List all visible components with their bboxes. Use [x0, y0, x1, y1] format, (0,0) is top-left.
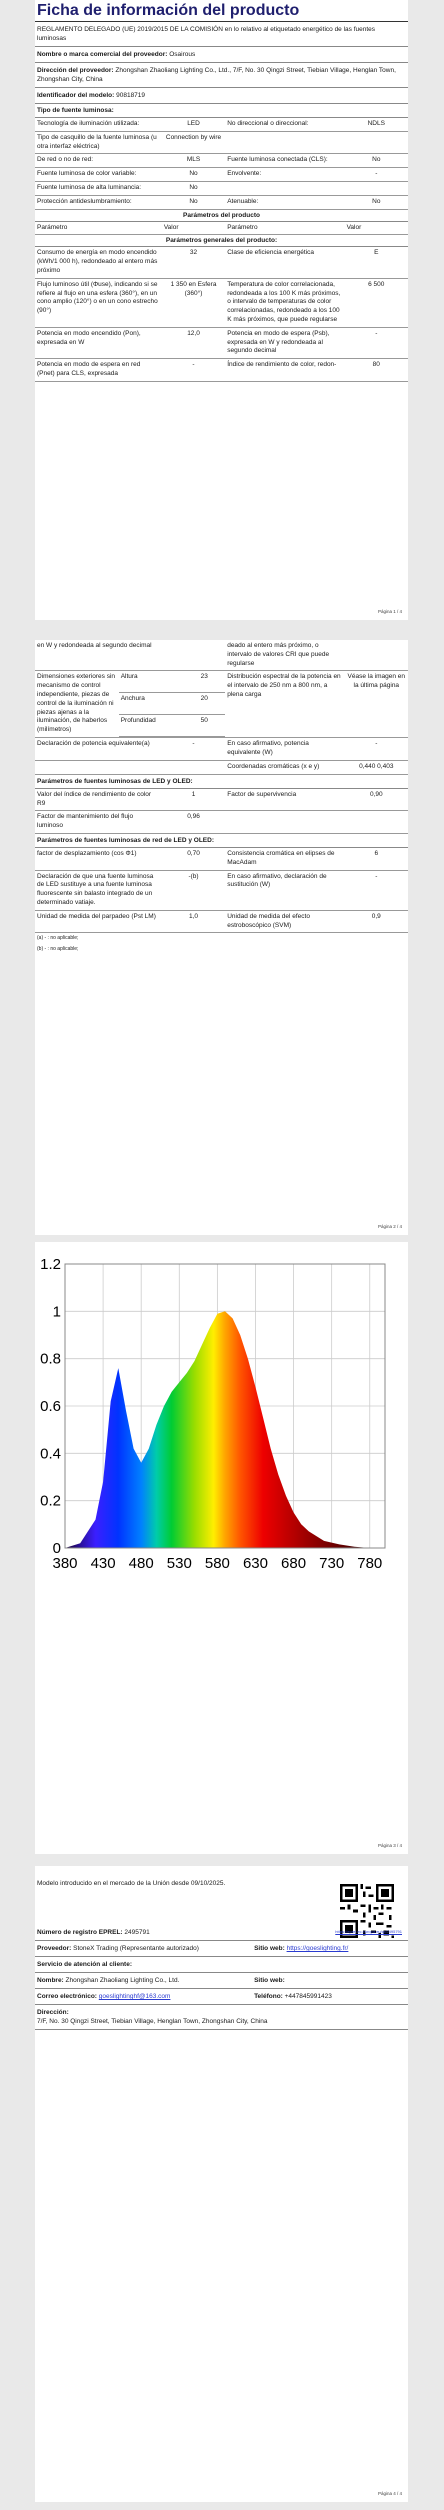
eprel-number: 2495791 — [124, 1929, 150, 1936]
type-value: - — [345, 168, 408, 182]
type-label: Fuente luminosa de alta luminancia: — [35, 181, 162, 195]
ledred-value: 0,9 — [345, 910, 408, 933]
type-value: No — [162, 181, 225, 195]
contact-row — [35, 1989, 408, 2005]
table-row — [35, 195, 408, 209]
general-label: Potencia en modo encendido (Pon), expresada en W — [35, 327, 162, 358]
general-label: Índice de rendimiento de color, redon- — [225, 359, 344, 382]
supplier-name-row — [35, 47, 408, 63]
p2-label: Coordenadas cromáticas (x e y) — [225, 761, 344, 775]
x-tick-label: 730 — [319, 1555, 345, 1572]
address-label: Dirección: — [37, 2009, 69, 2016]
type-value: No — [162, 195, 225, 209]
ledred-table — [35, 848, 408, 933]
ledred-value: 1,0 — [162, 910, 225, 933]
page-number: Página 3 / 4 — [377, 1843, 402, 1848]
model-label: Identificador del modelo: — [37, 92, 115, 99]
general-label: Flujo luminoso útil (Φuse), indicando si se refiere al flujo en una esfera (360°), en un cono amplio (120°) o en un cono estrecho (90°) — [35, 278, 162, 327]
email-label: Correo electrónico: — [37, 1993, 97, 2000]
general-value: E — [345, 247, 408, 278]
table-row — [35, 247, 408, 278]
eprel-row — [35, 1925, 408, 1941]
x-tick-label: 780 — [357, 1555, 383, 1572]
regulation-text: REGLAMENTO DELEGADO (UE) 2019/2015 DE LA COMISIÓN en lo relativo al etiquetado energético de las fuentes luminosas — [35, 22, 408, 47]
dim-name: Anchura — [119, 693, 184, 715]
table-row — [35, 118, 408, 131]
supplier-address: Zhongshan Zhaoliang Lighting Co., Ltd., 7/F, No. 30 Qingzi Street, Tiebian Village, Henglan Town, Zhongshan City, China — [37, 67, 396, 83]
dim-value: 23 — [183, 671, 225, 692]
cs-name: Zhongshan Zhaoliang Lighting Co., Ltd. — [65, 1977, 180, 1984]
type-label: Fuente luminosa de color variable: — [35, 168, 162, 182]
general-value: 32 — [162, 247, 225, 278]
col-value-2: Valor — [345, 222, 408, 235]
ledred-value: - — [345, 870, 408, 910]
p2-label: En caso afirmativo, potencia equivalente (W) — [225, 738, 344, 761]
p2-value: - — [162, 738, 225, 761]
x-tick-label: 380 — [52, 1555, 78, 1572]
p2-value: 0,440 0,403 — [345, 761, 408, 775]
led-value — [345, 811, 408, 834]
general-value: - — [345, 327, 408, 358]
table-row — [35, 761, 408, 775]
cont-label-1: en W y redondeada al segundo decimal — [35, 640, 162, 671]
dist-label: Distribución espectral de la potencia en el intervalo de 250 nm a 800 nm, a plena carga — [225, 671, 344, 738]
phone-label: Teléfono: — [254, 1993, 283, 2000]
led-label: Factor de supervivencia — [225, 789, 344, 811]
service-header — [35, 1957, 408, 1973]
dims-label: Dimensiones exteriores sin mecanismo de control independiente, piezas de control de la iluminación ni piezas ajenas a la iluminación, de haberlos (milímetros) — [37, 673, 116, 734]
page-number: Página 2 / 4 — [377, 1224, 402, 1229]
model-row — [35, 88, 408, 104]
y-tick-label: 1.2 — [40, 1256, 61, 1273]
dist-value: Véase la imagen en la última página — [345, 671, 408, 738]
table-row — [35, 131, 408, 154]
type-value: Connection by wire — [162, 131, 225, 154]
x-tick-label: 480 — [128, 1555, 154, 1572]
general-label: Potencia en modo de espera en red (Pnet) para CLS, expresada — [35, 359, 162, 382]
x-tick-label: 430 — [90, 1555, 116, 1572]
page-number: Página 1 / 4 — [377, 609, 402, 614]
table-row — [35, 168, 408, 182]
page-3 — [35, 1242, 408, 1854]
cs-name-row — [35, 1973, 408, 1989]
y-tick-label: 0.8 — [40, 1350, 61, 1368]
general-table — [35, 247, 408, 381]
service-label: Servicio de atención al cliente: — [37, 1961, 133, 1968]
general-label: Consumo de energía en modo encendido (kWh/1 000 h), redondeado al entero más próximo — [35, 247, 162, 278]
type-label: Envolvente: — [225, 168, 344, 182]
ledred-header: Parámetros de fuentes luminosas de red de LED y OLED: — [35, 834, 408, 848]
provider-label: Proveedor: — [37, 1945, 72, 1952]
dim-value: 50 — [183, 715, 225, 737]
y-tick-label: 0.4 — [40, 1445, 61, 1463]
y-tick-label: 0.6 — [40, 1398, 61, 1415]
phone-number: +447845991423 — [284, 1993, 332, 2000]
supplier-name: Osairous — [169, 51, 196, 58]
type-value: LED — [162, 118, 225, 131]
led-value: 1 — [162, 789, 225, 811]
table-row — [35, 811, 408, 834]
type-value — [345, 181, 408, 195]
ledred-value: 6 — [345, 848, 408, 870]
general-label: Potencia en modo de espera (Psb), expresada en W y redondeada al segundo decimal — [225, 327, 344, 358]
provider-row — [35, 1941, 408, 1957]
type-value: MLS — [162, 154, 225, 168]
general-label: Clase de eficiencia energética — [225, 247, 344, 278]
x-tick-label: 630 — [242, 1555, 268, 1572]
y-tick-label: 1 — [52, 1303, 61, 1321]
led-label: Factor de mantenimiento del flujo luminoso — [35, 811, 162, 834]
y-tick-label: 0 — [52, 1540, 61, 1557]
cs-name-label: Nombre: — [37, 1977, 64, 1984]
y-tick-label: 0.2 — [40, 1492, 61, 1510]
web-label: Sitio web: — [254, 1945, 285, 1952]
ledred-label: En caso afirmativo, declaración de sustitución (W) — [225, 870, 344, 910]
ledred-label: Declaración de que una fuente luminosa de LED sustituye a una fuente luminosa fluorescente sin balasto integrado de un determinado vatiaje. — [35, 870, 162, 910]
type-label: Fuente luminosa conectada (CLS): — [225, 154, 344, 168]
eprel-label: Número de registro EPREL: — [37, 1929, 123, 1936]
supplier-address-row — [35, 63, 408, 88]
type-value: NDLS — [345, 118, 408, 131]
dim-value: 20 — [183, 693, 225, 715]
type-value: No — [162, 168, 225, 182]
p2-value — [162, 761, 225, 775]
cont-label-2: deado al entero más próximo, o intervalo de valores CRI que puede regularse — [225, 640, 344, 671]
table-row — [35, 181, 408, 195]
type-value: No — [345, 154, 408, 168]
p2-label — [35, 761, 162, 775]
page-title: Ficha de información del producto — [35, 0, 408, 22]
col-param-2: Parámetro — [225, 222, 344, 235]
p2-label: Declaración de potencia equivalente(a) — [35, 738, 162, 761]
x-tick-label: 580 — [204, 1555, 230, 1572]
type-label: Protección antideslumbramiento: — [35, 195, 162, 209]
led-label: Valor del índice de rendimiento de color R9 — [35, 789, 162, 811]
page-4 — [35, 1866, 408, 2502]
continued-table — [35, 640, 408, 775]
ledred-value: -(b) — [162, 870, 225, 910]
params-col-header — [35, 222, 408, 236]
spectrum-svg — [35, 1252, 408, 1582]
table-row — [35, 738, 408, 761]
spectrum-area — [65, 1311, 370, 1548]
type-label — [225, 181, 344, 195]
supplier-address-label: Dirección del proveedor: — [37, 67, 114, 74]
p2-value: - — [345, 738, 408, 761]
general-value: 80 — [345, 359, 408, 382]
general-value: 1 350 en Esfera (360°) — [162, 278, 225, 327]
table-row — [35, 278, 408, 327]
web-link[interactable]: https://goeslighting.fr/ — [286, 1945, 349, 1952]
table-row — [35, 327, 408, 358]
led-header: Parámetros de fuentes luminosas de LED y OLED: — [35, 775, 408, 789]
ledred-label: Consistencia cromática en elipses de MacAdam — [225, 848, 344, 870]
x-tick-label: 680 — [281, 1555, 307, 1572]
type-label: Atenuable: — [225, 195, 344, 209]
general-header: Parámetros generales del producto: — [35, 235, 408, 247]
ledred-label: Unidad de medida del parpadeo (Pst LM) — [35, 910, 162, 933]
market-text: Modelo introducido en el mercado de la Unión desde 09/10/2025. — [37, 1880, 226, 1887]
general-label: Temperatura de color correlacionada, redondeada a los 100 K más próximos, o intervalo de temperaturas de color correlacionadas, redondeado a los 100 K más próximos, que puede regularse — [225, 278, 344, 327]
dim-name: Profundidad — [119, 715, 184, 737]
type-label: De red o no de red: — [35, 154, 162, 168]
spectrum-chart — [35, 1252, 408, 1582]
provider-name: StoneX Trading (Representante autorizado) — [73, 1945, 199, 1952]
page-2 — [35, 640, 408, 1235]
led-value: 0,96 — [162, 811, 225, 834]
type-value — [345, 131, 408, 154]
table-row — [35, 870, 408, 910]
x-tick-label: 530 — [166, 1555, 192, 1572]
type-label: Tipo de casquillo de la fuente luminosa (u otra interfaz eléctrica) — [35, 131, 162, 154]
general-value: 12,0 — [162, 327, 225, 358]
type-header: Tipo de fuente luminosa: — [35, 104, 408, 118]
params-header: Parámetros del producto — [35, 210, 408, 222]
type-label: No direccional o direccional: — [225, 118, 344, 131]
type-label: Tecnología de iluminación utilizada: — [35, 118, 162, 131]
led-value: 0,90 — [345, 789, 408, 811]
email-link[interactable]: goeslightinghf@163.com — [98, 1993, 171, 2000]
ledred-label: factor de desplazamiento (cos Φ1) — [35, 848, 162, 870]
general-value: - — [162, 359, 225, 382]
ledred-value: 0,70 — [162, 848, 225, 870]
type-value: No — [345, 195, 408, 209]
model-id: 90818719 — [116, 92, 146, 99]
note-a: (a) - : no aplicable; — [37, 935, 79, 942]
note-b: (b) - : no aplicable; — [37, 946, 79, 953]
table-row — [35, 848, 408, 870]
cs-web-label: Sitio web: — [254, 1977, 285, 1984]
col-param: Parámetro — [35, 222, 162, 235]
led-table — [35, 789, 408, 834]
page-1 — [35, 0, 408, 620]
led-label — [225, 811, 344, 834]
table-row — [35, 910, 408, 933]
general-value: 6 500 — [345, 278, 408, 327]
type-label — [225, 131, 344, 154]
eprel-link[interactable]: https://eprel.ec.europa.eu/qr/2495791 — [335, 1929, 402, 1934]
table-row — [35, 789, 408, 811]
ledred-label: Unidad de medida del efecto estroboscópico (SVM) — [225, 910, 344, 933]
address-text: 7/F, No. 30 Qingzi Street, Tiebian Village, Henglan Town, Zhongshan City, China — [37, 2018, 268, 2025]
table-row — [35, 359, 408, 382]
page-number: Página 4 / 4 — [377, 2491, 402, 2496]
dim-name: Altura — [119, 671, 184, 692]
supplier-name-label: Nombre o marca comercial del proveedor: — [37, 51, 168, 58]
table-row — [35, 154, 408, 168]
type-table — [35, 118, 408, 210]
address-row — [35, 2005, 408, 2030]
col-value: Valor — [162, 222, 225, 235]
